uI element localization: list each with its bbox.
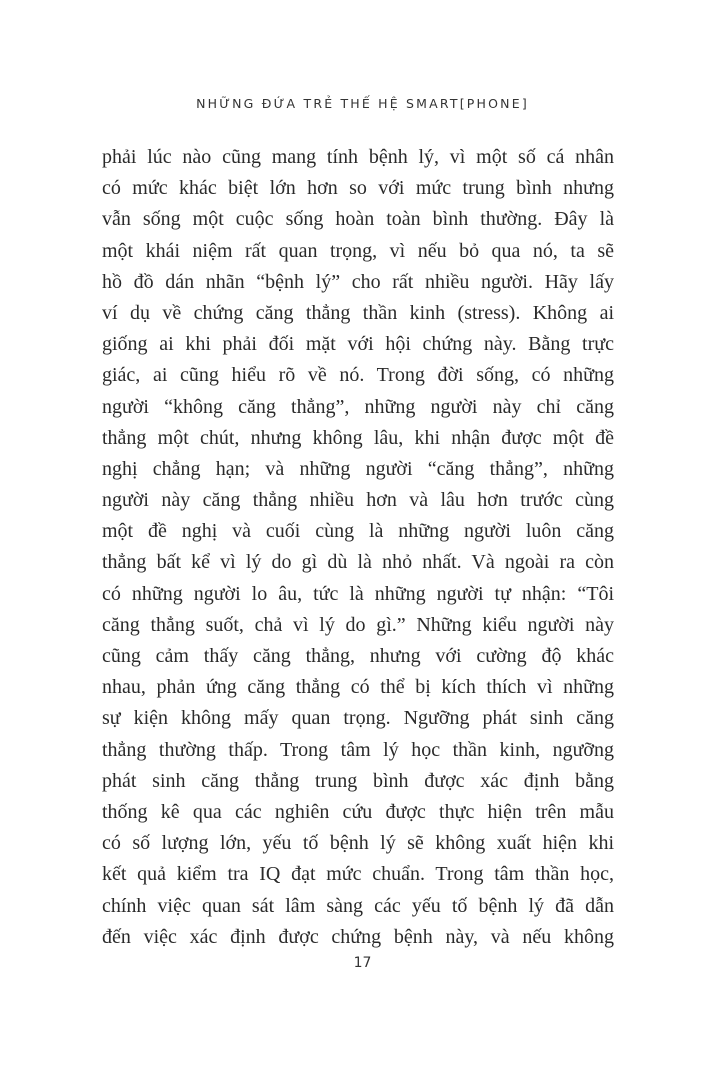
text-line: chính việc quan sát lâm sàng các yếu tố bệnh lý đã dẫn <box>102 894 614 917</box>
text-line: ví dụ về chứng căng thẳng thần kinh (stress). Không ai <box>102 301 614 324</box>
text-line: thẳng một chút, nhưng không lâu, khi nhận được một đề <box>102 426 614 449</box>
text-line: thẳng bất kể vì lý do gì dù là nhỏ nhất. Và ngoài ra còn <box>102 551 614 574</box>
text-line: có mức khác biệt lớn hơn so với mức trung bình nhưng <box>102 177 614 200</box>
text-line: một đề nghị và cuối cùng là những người luôn căng <box>102 520 614 543</box>
text-line: phải lúc nào cũng mang tính bệnh lý, vì một số cá nhân <box>102 146 614 168</box>
page-number: 17 <box>353 955 372 971</box>
text-line: phát sinh căng thẳng trung bình được xác định bằng <box>102 769 614 792</box>
text-line: giác, ai cũng hiểu rõ về nó. Trong đời sống, có những <box>102 364 614 387</box>
text-line: cũng cảm thấy căng thẳng, nhưng với cường độ khác <box>102 645 614 667</box>
text-line: nhau, phản ứng căng thẳng có thể bị kích thích vì những <box>102 676 614 699</box>
text-line: vẫn sống một cuộc sống hoàn toàn bình thường. Đây là <box>102 208 614 231</box>
text-line: căng thẳng suốt, chả vì lý do gì.” Những kiểu người này <box>102 613 614 636</box>
text-line: người này căng thẳng nhiều hơn và lâu hơn trước cùng <box>102 489 614 512</box>
text-line: kết quả kiểm tra IQ đạt mức chuẩn. Trong tâm thần học, <box>102 863 614 886</box>
text-line: sự kiện không mấy quan trọng. Ngưỡng phát sinh căng <box>102 707 614 730</box>
text-line: nghị chẳng hạn; và những người “căng thẳng”, những <box>102 457 614 480</box>
text-line: một khái niệm rất quan trọng, vì nếu bỏ qua nó, ta sẽ <box>102 239 614 262</box>
text-line: có số lượng lớn, yếu tố bệnh lý sẽ không xuất hiện khi <box>102 832 614 855</box>
body-paragraph <box>102 142 614 953</box>
text-line: đến việc xác định được chứng bệnh này, và nếu không <box>102 925 614 948</box>
text-line: hồ đồ dán nhãn “bệnh lý” cho rất nhiều người. Hãy lấy <box>102 270 614 293</box>
text-line: giống ai khi phải đối mặt với hội chứng này. Bằng trực <box>102 333 614 356</box>
text-line: thống kê qua các nghiên cứu được thực hiện trên mẫu <box>102 800 614 823</box>
text-line: người “không căng thẳng”, những người này chỉ căng <box>102 395 614 418</box>
text-line: có những người lo âu, tức là những người tự nhận: “Tôi <box>102 582 614 605</box>
running-header: NHỮNG ĐỨA TRẺ THẾ HỆ SMART[PHONE] <box>196 96 529 111</box>
text-line: thẳng thường thấp. Trong tâm lý học thần kinh, ngưỡng <box>102 738 614 761</box>
